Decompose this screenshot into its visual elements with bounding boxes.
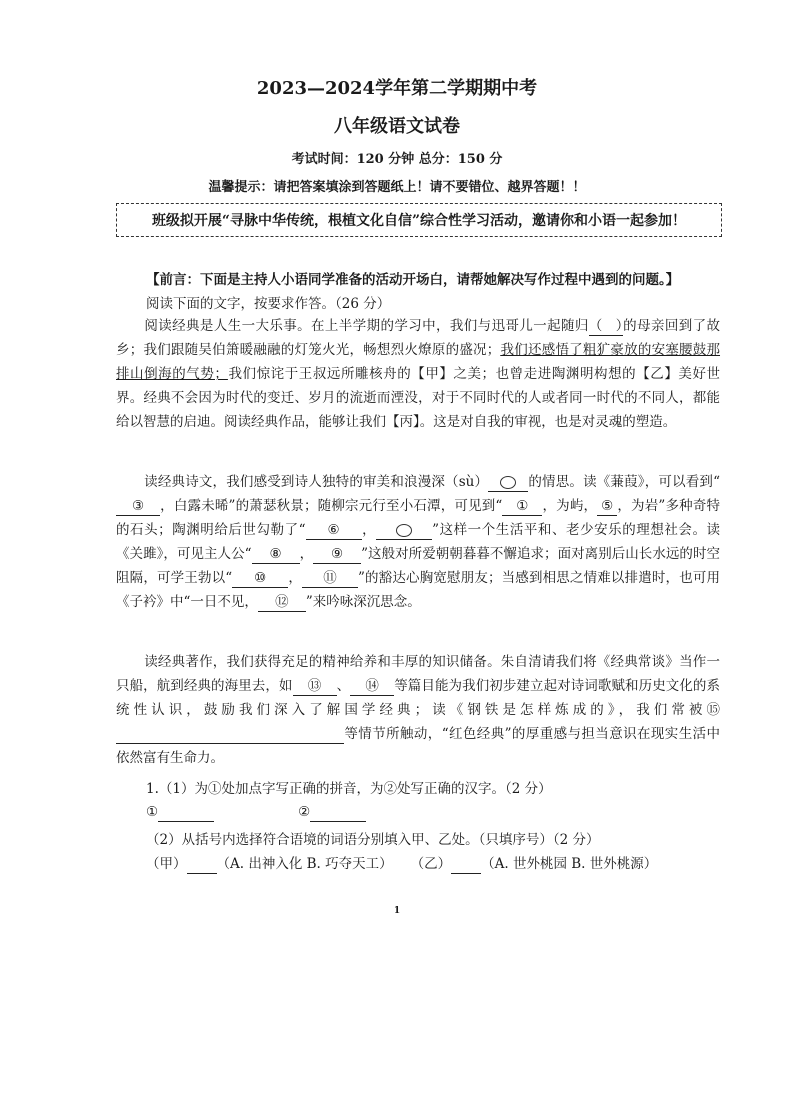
question-1-answers xyxy=(146,803,366,822)
p2-text-c: ，白露未晞”的萧瑟秋景；随柳宗元行至小石潭，可见到“ xyxy=(160,498,503,514)
jia-blank xyxy=(187,855,217,874)
blank-10: ⑩ xyxy=(232,569,288,588)
answer-2-blank xyxy=(310,803,366,822)
jia-options: （A. 出神入化 B. 巧夺天工） xyxy=(216,856,393,872)
p2-text-l: ”来吟咏深沉思念。 xyxy=(305,594,421,610)
paragraph-1 xyxy=(116,314,720,434)
yi-blank xyxy=(451,855,481,874)
yi-options: （A. 世外桃园 B. 世外桃源） xyxy=(481,856,658,872)
p1-text-a: 阅读经典是人生一大乐事。在上半学期的学习中，我们与迅哥儿一起随归 xyxy=(144,318,589,334)
blank-1: ① xyxy=(502,497,542,516)
blank-13: ⑬ xyxy=(293,677,337,696)
yi-label: （乙） xyxy=(410,856,452,872)
blank-12: ⑫ xyxy=(258,593,306,612)
p2-text-h: ， xyxy=(299,546,314,562)
p2-text-e: ，为岩”多种奇特的石头；陶渊明给后世勾勒了“ xyxy=(116,498,720,538)
blank-2: （ ） xyxy=(588,318,630,334)
blank-11: ⑪ xyxy=(302,569,358,588)
question-2-options xyxy=(146,852,657,874)
exam-title: 2023—2024学年第二学期期中考 xyxy=(256,78,538,99)
paragraph-3 xyxy=(116,650,720,770)
p2-text-d: ，为屿， xyxy=(542,498,598,514)
blank-7 xyxy=(376,521,432,540)
question-2: （2）从括号内选择符合语境的词语分别填入甲、乙处。（只填序号）（2 分） xyxy=(146,832,600,848)
p2-text-a: 读经典诗文，我们感受到诗人独特的审美和浪漫深（sù） xyxy=(144,474,489,490)
instruction: 阅读下面的文字，按要求作答。（26 分） xyxy=(146,296,391,312)
p1-text-b: 的母亲回到了故乡；我们跟随吴伯箫暖融融的灯笼火光，畅想烈火燎原的盛况； xyxy=(116,318,721,358)
p2-text-b: 的情思。读《蒹葭》，可以看到“ xyxy=(528,474,720,490)
blank-8: ⑧ xyxy=(252,545,300,564)
blank-6: ⑥ xyxy=(306,521,362,540)
question-1: 1.（1）为①处加点字写正确的拼音，为②处写正确的汉字。（2 分） xyxy=(146,781,552,797)
blank-3: ③ xyxy=(116,497,160,516)
blank-15-label: ⑮ xyxy=(706,702,720,718)
p3-text-b: 、 xyxy=(336,678,351,694)
paragraph-2 xyxy=(116,470,720,614)
exam-tips: 温馨提示：请把答案填涂到答题纸上！请不要错位、越界答题！！ xyxy=(208,180,586,195)
p2-text-j: ， xyxy=(288,570,302,586)
exam-meta: 考试时间：120 分钟 总分：150 分 xyxy=(291,152,503,167)
p1-underlined-sentence: 我们还感悟了粗犷豪放的安塞腰鼓那排山倒海的气势； xyxy=(116,342,721,382)
blank-5: ⑤ xyxy=(597,497,617,516)
p3-text-c: 等篇目能为我们初步建立起对诗词歌赋和历史文化的系统性认识，鼓励我们深入了解国学经典；读《钢铁是怎样炼成的》，我们常被 xyxy=(116,678,721,718)
answer-2-label: ② xyxy=(298,804,311,820)
preface: 【前言：下面是主持人小语同学准备的活动开场白，请帮她解决写作过程中遇到的问题。】 xyxy=(146,272,680,288)
p2-text-i: ”这般对所爱朝朝暮暮不懈追求；面对离别后山长水远的时空阻隔，可学王勃以“ xyxy=(116,546,720,586)
answer-1-blank xyxy=(158,803,214,822)
p3-text-d: 等情节所触动，“红色经典”的厚重感与担当意识在现实生活中依然富有生命力。 xyxy=(116,726,720,766)
page-number: 1 xyxy=(393,906,401,916)
activity-banner: 班级拟开展“寻脉中华传统，根植文化自信”综合性学习活动，邀请你和小语一起参加！ xyxy=(116,203,722,237)
blank-9: ⑨ xyxy=(313,545,361,564)
blank-circle xyxy=(488,473,528,492)
blank-15 xyxy=(116,725,344,744)
exam-subtitle: 八年级语文试卷 xyxy=(334,116,460,137)
p3-text-a: 读经典著作，我们获得充足的精神给养和丰厚的知识储备。朱自清请我们将《经典常谈》当作一只船，航到经典的海里去，如 xyxy=(116,654,720,694)
p2-text-f: ， xyxy=(361,522,377,538)
answer-1-label: ① xyxy=(146,804,159,820)
jia-label: （甲） xyxy=(146,856,187,872)
p2-text-k: ”的豁达心胸宽慰朋友；当感到相思之情难以排遣时，也可用《子衿》中“一日不见， xyxy=(116,570,721,610)
p2-text-g: ”这样一个生活平和、老少安乐的理想社会。读《关雎》，可见主人公“ xyxy=(116,522,721,562)
p1-text-c: 我们惊诧于王叔远所雕核舟的【甲】之美；也曾走进陶渊明构想的【乙】美好世界。经典不会因为时代的变迁、岁月的流逝而湮没，对于不同时代的人或者同一时代的不同人，都能给以智慧的启迪。阅读经典作品，能够让我们【丙】。这是对自我的审视，也是对灵魂的塑造。 xyxy=(116,366,721,430)
blank-14: ⑭ xyxy=(350,677,394,696)
